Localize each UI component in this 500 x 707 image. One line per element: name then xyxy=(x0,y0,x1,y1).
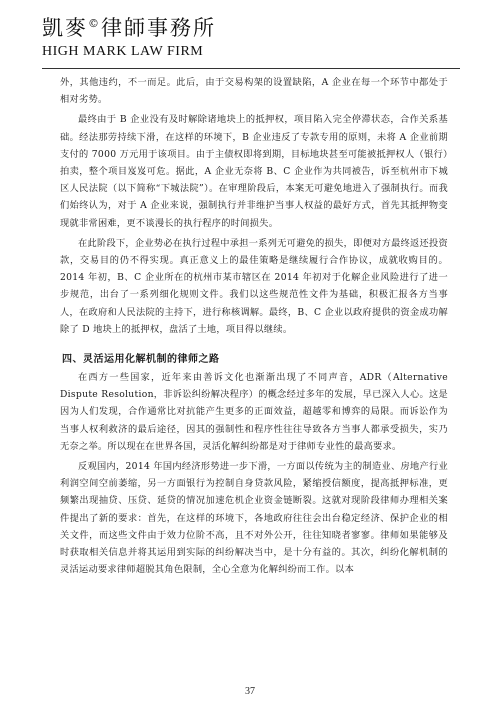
firm-name-suffix: 律師事務所 xyxy=(101,16,216,40)
document-body xyxy=(60,74,448,578)
section-title: 四、灵活运用化解机制的律师之路 xyxy=(62,354,220,366)
firm-name-chinese xyxy=(42,12,216,42)
paragraph-5: 反观国内，2014 年国内经济形势进一步下滑，一方面以传统为主的制造业、房地产行业利润空间空前萎缩，另一方面银行为控制自身贷款风险，紧缩授信额度，提高抵押标准，更频繁出现抽贷、压贷、延贷的情况加速危机企业资金链断裂。这就对现阶段律师办理相关案件提出了新的要求：首先，在这样的环境下，各地政府往往会出台稳定经济、保护企业的相关文件，而这些文件由于效力位阶不高，且不对外公开，往往知晓者寥寥。律师如果能够及时获取相关信息并将其运用到实际的纠纷解决当中，是十分有益的。其次，纠纷化解机制的灵活运动要求律师超脱其角色限制，全心全意为化解纠纷而工作。以本 xyxy=(60,461,448,576)
firm-name-prefix: 凱麥 xyxy=(42,16,88,40)
paragraph-2: 最终由于 B 企业没有及时解除诸地块上的抵押权，项目陷入完全停滞状态，合作关系基础。经法那劳持续下滑，在这样的环境下，B 企业违反了专款专用的原则，未将 A 企业前期支付的 7000 万元用于该项目。由于主债权即将到期，目标地块甚至可能被抵押权人（银行）拍卖，整个项目岌岌可危。据此，A 企业无奈将 B、C 企业作为共同被告，诉至杭州市下城区人民法院（以下简称“下城法院”）。在审理阶段后，本案无可避免地进入了强制执行。而我们始终认为，对于 A 企业来说，强制执行并非维护当事人权益的最好方式，首先其抵押物变现就非常困难，更不谈漫长的执行程序的时间损失。 xyxy=(60,114,448,229)
firm-name-english: HIGH MARK LAW FIRM xyxy=(42,44,204,59)
paragraph-1: 外，其他违约，不一而足。此后，由于交易构架的设置缺陷，A 企业在每一个环节中都处于相对劣势。 xyxy=(60,77,448,106)
firm-logo-mark: © xyxy=(88,17,101,30)
letterhead xyxy=(42,8,462,68)
header-divider xyxy=(42,68,460,69)
page-number: 37 xyxy=(245,686,255,697)
paragraph-4: 在西方一些国家，近年来由善诉文化也渐渐出现了不同声音，ADR（Alternative Dispute Resolution，非诉讼纠纷解决程序）的概念经过多年的发展，早已深入人心。这是因为人们发现，合作通常比对抗能产生更多的正面效益，超越零和博弈的局限。而诉讼作为当事人权利救济的最后途径，因其的强制性和程序性往往导致各方当事人都承受损失，实乃无奈之举。所以现在在世界各国，灵活化解纠纷都是对于律师专业性的最高要求。 xyxy=(60,372,448,452)
paragraph-3: 在此阶段下，企业势必在执行过程中承担一系列无可避免的损失，即便对方最终返还投资款，交易目的仍不得实现。真正意义上的最佳策略是继续履行合作协议，成就收购目的。2014 年初，B、C 企业所在的杭州市某市辖区在 2014 年初对于化解企业风险进行了进一步规范，出台了一系列细化规则文件。我们以这些规范性文件为基础，积极汇报各方当事人，在政府和人民法院的主持下，进行称核调解。最终，B、C 企业以政府提供的资金成功解除了 D 地块上的抵押权，盘活了土地，项目得以继续。 xyxy=(60,237,449,335)
